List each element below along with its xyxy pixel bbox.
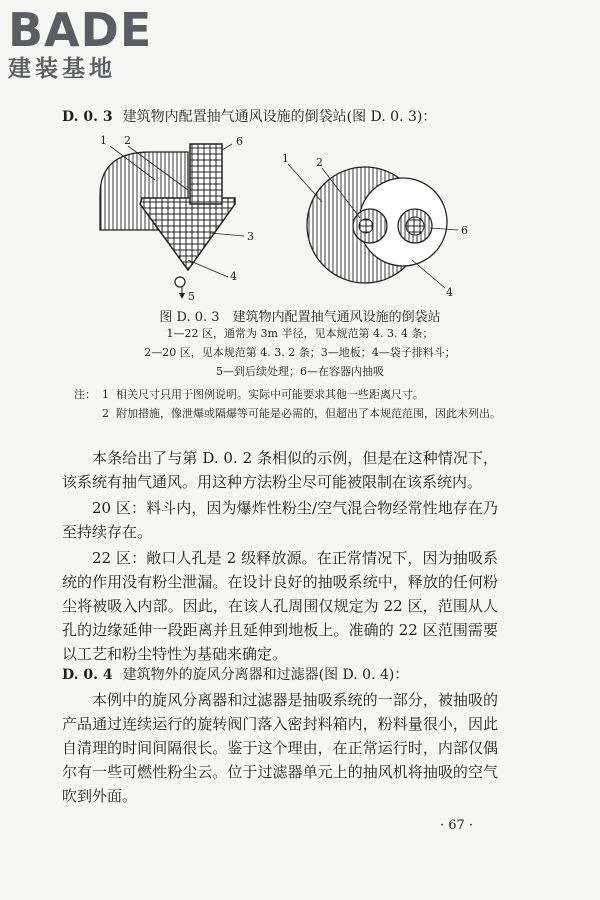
outlet-arrow-head xyxy=(179,293,185,299)
note-number: 2 xyxy=(102,407,109,420)
figure-label: 6 xyxy=(461,224,468,237)
note-label: 注： xyxy=(74,388,96,401)
caption-line: 5—到后续处理；6—在容器内抽吸 xyxy=(216,365,384,378)
paragraph: 本例中的旋风分离器和过滤器是抽吸系统的一部分，被抽吸的产品通过连续运行的旋转阀门落入密封料箱内，粉料量很小，因此自清理的时间间隔很长。鉴于这个理由，在正常运行时，内部仅偶尔有一些可燃性粉尘云。位于过滤器单元上的抽风机将抽吸的空气吹到外面。 xyxy=(62,691,498,805)
extraction-grid xyxy=(406,217,424,235)
extraction-duct xyxy=(190,144,222,204)
note-1 xyxy=(74,386,514,403)
section-number: D. 0. 4 xyxy=(62,667,113,683)
caption-line: 2—20 区，见本规范第 4. 3. 2 条；3—地板；4—袋子排料斗； xyxy=(144,346,456,359)
figure-label: 6 xyxy=(236,135,243,148)
page-number: · 67 · xyxy=(440,818,474,833)
paragraph: 20 区：料斗内，因为爆炸性粉尘/空气混合物经常性地存在乃至持续存在。 xyxy=(62,499,498,541)
figure-label: 4 xyxy=(230,270,237,283)
figure-label: 2 xyxy=(316,156,323,169)
figure-label: 1 xyxy=(282,152,289,165)
bag-station-side-view xyxy=(100,134,254,300)
section-d04-heading xyxy=(62,666,408,684)
note-2 xyxy=(102,405,527,422)
logo xyxy=(8,3,153,82)
figure-label: 3 xyxy=(247,230,254,243)
paragraph: 本条给出了与第 D. 0. 2 条相似的示例，但是在这种情况下，该系统有抽气通风。用这种方法粉尘尽可能被限制在该系统内。 xyxy=(62,449,498,491)
leader-line xyxy=(222,144,232,150)
section-d03-heading xyxy=(62,108,436,126)
figure-label: 4 xyxy=(446,286,453,299)
paragraph: 22 区：敞口人孔是 2 级释放源。在正常情况下，因为抽吸系统的作用没有粉尘泄漏。在设计良好的抽吸系统中，释放的任何粉尘将被吸入内部。因此，在该人孔周围仅规定为 22 区，范围从人孔的边缘延伸一段距离并且延伸到地板上。准确的 22 区范围需要以工艺和粉尘特性为基础来确定。 xyxy=(62,549,498,663)
leader-line xyxy=(288,164,322,202)
section-title: 建筑物外的旋风分离器和过滤器(图 D. 0. 4)： xyxy=(122,667,409,683)
note-number: 1 xyxy=(102,388,109,401)
logo-wordmark: BADE xyxy=(8,3,153,57)
figure-label: 5 xyxy=(188,290,195,300)
note-text: 相关尺寸只用于图例说明。实际中可能要求其他一些距离尺寸。 xyxy=(116,388,424,401)
caption-line: 1—22 区，通常为 3m 半径，见本规范第 4. 3. 4 条； xyxy=(166,327,434,340)
note-text: 附加措施，像泄爆或隔爆等可能是必需的，但超出了本规范范围，因此未列出。 xyxy=(116,407,501,420)
manhole-grid-left xyxy=(359,219,373,233)
outlet-valve xyxy=(175,277,185,287)
bag-station-top-view xyxy=(282,152,468,299)
section-number: D. 0. 3 xyxy=(62,109,113,125)
section-title: 建筑物内配置抽气通风设施的倒袋站(图 D. 0. 3)： xyxy=(122,109,437,125)
leader-line xyxy=(188,260,228,277)
figure-label: 2 xyxy=(124,134,131,147)
figure-d03 xyxy=(60,130,540,300)
leader-line xyxy=(412,260,445,288)
figure-label: 1 xyxy=(100,134,107,147)
logo-subtitle: 建装基地 xyxy=(8,56,116,82)
floor-line xyxy=(210,233,244,236)
figure-caption: 图 D. 0. 3 建筑物内配置抽气通风设施的倒袋站 xyxy=(159,310,441,325)
